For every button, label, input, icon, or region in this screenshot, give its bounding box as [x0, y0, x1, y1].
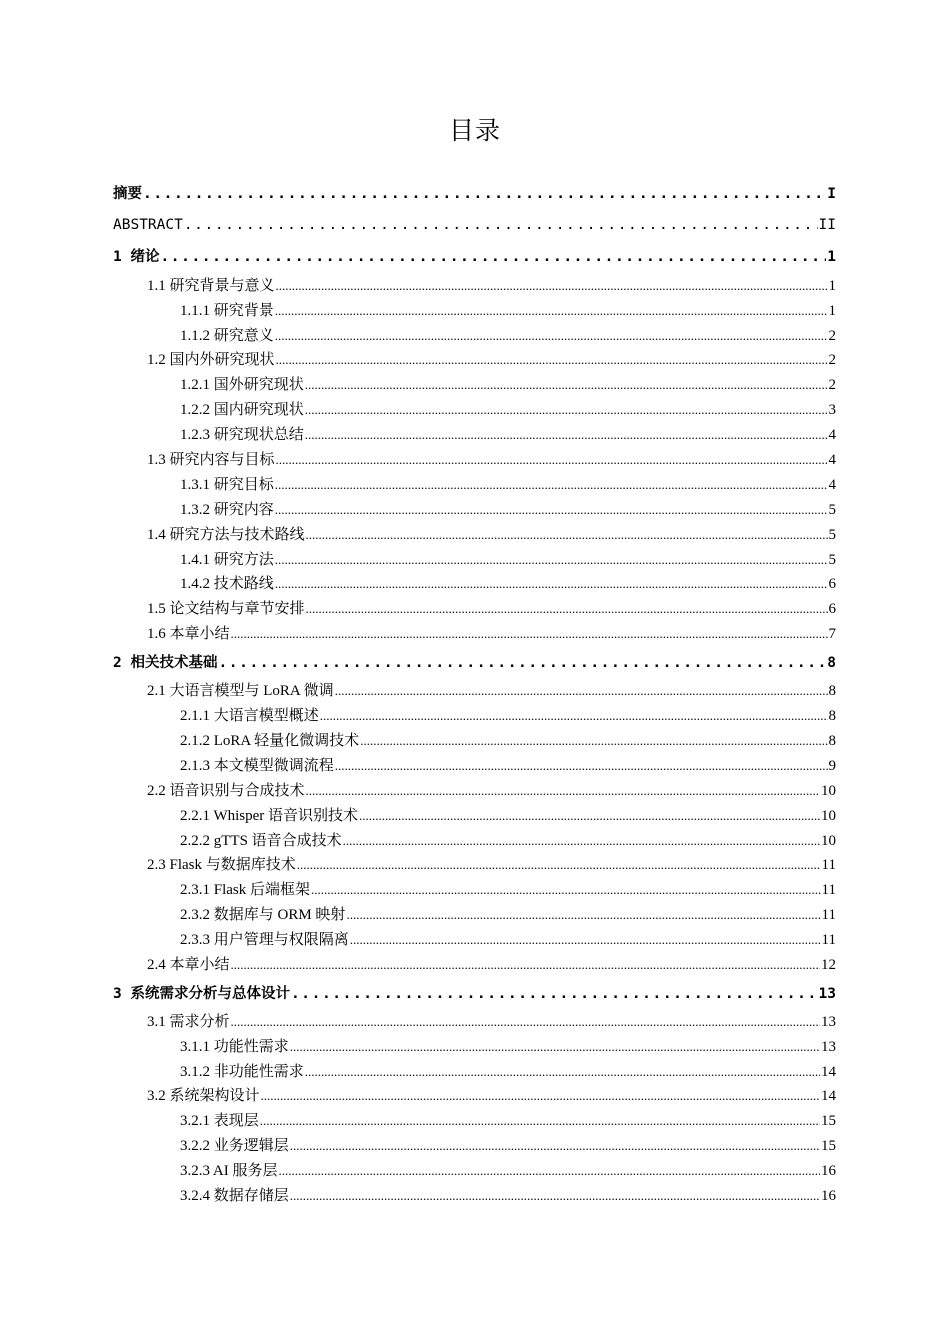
- toc-entry[interactable]: [113, 982, 836, 1006]
- dot-leader: [305, 1060, 820, 1084]
- toc-entry[interactable]: [147, 953, 836, 977]
- toc-entry-page-number: 3: [828, 402, 836, 418]
- toc-entry[interactable]: [180, 804, 836, 828]
- toc-entry-page-number: 12: [821, 957, 836, 973]
- toc-entry[interactable]: [113, 245, 836, 269]
- toc-entry-label: 2 相关技术基础: [113, 655, 218, 671]
- toc-entry-page-number: 11: [821, 882, 836, 898]
- toc-entry-label: 2.3.3 用户管理与权限隔离: [180, 932, 349, 948]
- toc-entry-page-number: 1: [827, 249, 836, 265]
- toc-entry-page-number: 8: [828, 708, 836, 724]
- toc-entry-page-number: 11: [821, 932, 836, 948]
- dot-leader: [290, 1184, 820, 1208]
- dot-leader: [275, 572, 828, 596]
- toc-entry-label: 3.2.1 表现层: [180, 1113, 259, 1129]
- toc-entry[interactable]: [147, 448, 836, 472]
- toc-entry[interactable]: [147, 274, 836, 298]
- toc-entry-label: 1.5 论文结构与章节安排: [147, 601, 305, 617]
- dot-leader: [275, 473, 828, 497]
- toc-entry-page-number: 6: [828, 576, 836, 592]
- dot-leader: [311, 878, 821, 902]
- toc-entry[interactable]: [147, 622, 836, 646]
- dot-leader: [160, 245, 826, 269]
- toc-entry[interactable]: [113, 182, 836, 206]
- toc-entry-label: 1.4 研究方法与技术路线: [147, 527, 305, 543]
- toc-entry-label: 3.1.1 功能性需求: [180, 1039, 289, 1055]
- toc-entry[interactable]: [180, 903, 836, 927]
- toc-entry-page-number: 4: [828, 477, 836, 493]
- toc-entry-label: 3.1.2 非功能性需求: [180, 1064, 304, 1080]
- toc-entry-label: 2.3.1 Flask 后端框架: [180, 882, 311, 898]
- toc-entry-page-number: 2: [828, 377, 836, 393]
- toc-entry[interactable]: [180, 754, 836, 778]
- toc-entry[interactable]: [113, 651, 836, 675]
- dot-leader: [231, 1010, 820, 1034]
- toc-entry-label: 摘要: [113, 186, 142, 202]
- toc-entry[interactable]: [147, 348, 836, 372]
- toc-entry-page-number: 8: [828, 733, 836, 749]
- toc-entry-page-number: 14: [821, 1064, 836, 1080]
- toc-entry[interactable]: [180, 473, 836, 497]
- toc-entry-page-number: 5: [828, 552, 836, 568]
- toc-entry-label: 2.1.3 本文模型微调流程: [180, 758, 334, 774]
- toc-entry-page-number: 15: [821, 1138, 836, 1154]
- toc-entry[interactable]: [180, 1035, 836, 1059]
- toc-entry-label: 3.2 系统架构设计: [147, 1088, 260, 1104]
- toc-entry-label: 1.3.1 研究目标: [180, 477, 274, 493]
- toc-entry[interactable]: [180, 1060, 836, 1084]
- toc-entry[interactable]: [180, 1159, 836, 1183]
- dot-leader: [291, 982, 818, 1006]
- toc-entry-page-number: 16: [821, 1163, 836, 1179]
- toc-entry-label: 1.6 本章小结: [147, 626, 230, 642]
- dot-leader: [335, 754, 828, 778]
- dot-leader: [306, 779, 820, 803]
- toc-entry[interactable]: [180, 373, 836, 397]
- toc-entry[interactable]: [147, 1084, 836, 1108]
- toc-entry-page-number: 9: [828, 758, 836, 774]
- toc-entry-page-number: 10: [821, 833, 836, 849]
- toc-entry[interactable]: [147, 679, 836, 703]
- toc-entry-label: 2.2 语音识别与合成技术: [147, 783, 305, 799]
- toc-entry-page-number: 13: [821, 1014, 836, 1030]
- toc-entry-label: 3.2.4 数据存储层: [180, 1188, 289, 1204]
- dot-leader: [297, 853, 821, 877]
- toc-entry[interactable]: [180, 729, 836, 753]
- toc-entry-label: 2.1.1 大语言模型概述: [180, 708, 319, 724]
- toc-entry-label: 1.4.2 技术路线: [180, 576, 274, 592]
- toc-entry-label: 1.1 研究背景与意义: [147, 278, 275, 294]
- dot-leader: [320, 704, 828, 728]
- dot-leader: [231, 953, 820, 977]
- toc-entry-label: 1.2.2 国内研究现状: [180, 402, 304, 418]
- toc-entry-label: 1.1.2 研究意义: [180, 328, 274, 344]
- toc-entry-label: 1.2.1 国外研究现状: [180, 377, 304, 393]
- toc-entry-page-number: 13: [821, 1039, 836, 1055]
- toc-entry[interactable]: [180, 498, 836, 522]
- dot-leader: [261, 1084, 820, 1108]
- toc-entry-label: 3.1 需求分析: [147, 1014, 230, 1030]
- toc-entry-label: ABSTRACT: [113, 217, 183, 233]
- dot-leader: [275, 498, 828, 522]
- toc-entry-page-number: 5: [828, 502, 836, 518]
- dot-leader: [305, 398, 828, 422]
- dot-leader: [231, 622, 828, 646]
- dot-leader: [343, 829, 820, 853]
- toc-entry-label: 3.2.3 AI 服务层: [180, 1163, 278, 1179]
- toc-entry-page-number: II: [818, 217, 836, 233]
- dot-leader: [260, 1109, 820, 1133]
- toc-entry-label: 3 系统需求分析与总体设计: [113, 986, 290, 1002]
- dot-leader: [335, 679, 828, 703]
- toc-entry-label: 1.2 国内外研究现状: [147, 352, 275, 368]
- toc-entry-page-number: 15: [821, 1113, 836, 1129]
- toc-entry[interactable]: [180, 704, 836, 728]
- toc-entry[interactable]: [180, 324, 836, 348]
- toc-entry-label: 2.2.1 Whisper 语音识别技术: [180, 808, 359, 824]
- toc-entry[interactable]: [180, 572, 836, 596]
- dot-leader: [350, 928, 821, 952]
- toc-entry-label: 2.2.2 gTTS 语音合成技术: [180, 833, 342, 849]
- toc-entry-label: 1.1.1 研究背景: [180, 303, 274, 319]
- toc-entry-page-number: 2: [828, 352, 836, 368]
- toc-entry-page-number: 7: [828, 626, 836, 642]
- toc-entry-page-number: 16: [821, 1188, 836, 1204]
- dot-leader: [276, 348, 828, 372]
- toc-entry-label: 3.2.2 业务逻辑层: [180, 1138, 289, 1154]
- dot-leader: [276, 274, 828, 298]
- toc-entry-label: 2.3.2 数据库与 ORM 映射: [180, 907, 346, 923]
- dot-leader: [290, 1035, 820, 1059]
- toc-entry[interactable]: [147, 1010, 836, 1034]
- dot-leader: [275, 299, 828, 323]
- dot-leader: [276, 448, 828, 472]
- toc-entry-page-number: I: [827, 186, 836, 202]
- toc-entry[interactable]: [180, 299, 836, 323]
- toc-entry[interactable]: [180, 548, 836, 572]
- toc-entry-page-number: 8: [827, 655, 836, 671]
- toc-entry-page-number: 5: [828, 527, 836, 543]
- toc-entry-label: 2.3 Flask 与数据库技术: [147, 857, 296, 873]
- toc-entry[interactable]: [180, 1134, 836, 1158]
- dot-leader: [305, 373, 828, 397]
- dot-leader: [275, 324, 828, 348]
- toc-entry[interactable]: [180, 829, 836, 853]
- toc-entry-page-number: 11: [821, 857, 836, 873]
- toc-entry-page-number: 10: [821, 808, 836, 824]
- toc-entry-label: 1.4.1 研究方法: [180, 552, 274, 568]
- toc-entry[interactable]: [180, 928, 836, 952]
- dot-leader: [346, 903, 820, 927]
- dot-leader: [218, 651, 826, 675]
- toc-entry-page-number: 14: [821, 1088, 836, 1104]
- dot-leader: [305, 423, 828, 447]
- dot-leader: [279, 1159, 820, 1183]
- toc-entry[interactable]: [147, 523, 836, 547]
- dot-leader: [359, 804, 820, 828]
- toc-entry-label: 1 绪论: [113, 249, 160, 265]
- toc-entry[interactable]: [147, 779, 836, 803]
- dot-leader: [360, 729, 827, 753]
- toc-entry[interactable]: [180, 1109, 836, 1133]
- toc-entry-page-number: 13: [818, 986, 836, 1002]
- toc-entry-page-number: 2: [828, 328, 836, 344]
- toc-entry[interactable]: [147, 597, 836, 621]
- toc-entry-page-number: 4: [828, 452, 836, 468]
- toc-entry-label: 1.2.3 研究现状总结: [180, 427, 304, 443]
- dot-leader: [306, 597, 828, 621]
- dot-leader: [143, 182, 826, 206]
- toc-entry-page-number: 10: [821, 783, 836, 799]
- dot-leader: [275, 548, 828, 572]
- toc-entry-page-number: 1: [828, 303, 836, 319]
- dot-leader: [184, 213, 818, 237]
- toc-entry-label: 2.1 大语言模型与 LoRA 微调: [147, 683, 334, 699]
- toc-entry-page-number: 8: [828, 683, 836, 699]
- toc-entry-label: 2.4 本章小结: [147, 957, 230, 973]
- toc-entry-page-number: 11: [821, 907, 836, 923]
- toc-entry[interactable]: [180, 398, 836, 422]
- dot-leader: [290, 1134, 820, 1158]
- toc-entry-page-number: 6: [828, 601, 836, 617]
- toc-entry-label: 1.3.2 研究内容: [180, 502, 274, 518]
- toc-entry[interactable]: [180, 1184, 836, 1208]
- toc-entry-page-number: 1: [828, 278, 836, 294]
- toc-entry-page-number: 4: [828, 427, 836, 443]
- toc-entry[interactable]: [180, 878, 836, 902]
- toc-entry[interactable]: [113, 213, 836, 237]
- toc-entry-label: 1.3 研究内容与目标: [147, 452, 275, 468]
- toc-title: 目录: [448, 116, 501, 145]
- toc-entry[interactable]: [180, 423, 836, 447]
- dot-leader: [306, 523, 828, 547]
- toc-entry[interactable]: [147, 853, 836, 877]
- toc-entry-label: 2.1.2 LoRA 轻量化微调技术: [180, 733, 360, 749]
